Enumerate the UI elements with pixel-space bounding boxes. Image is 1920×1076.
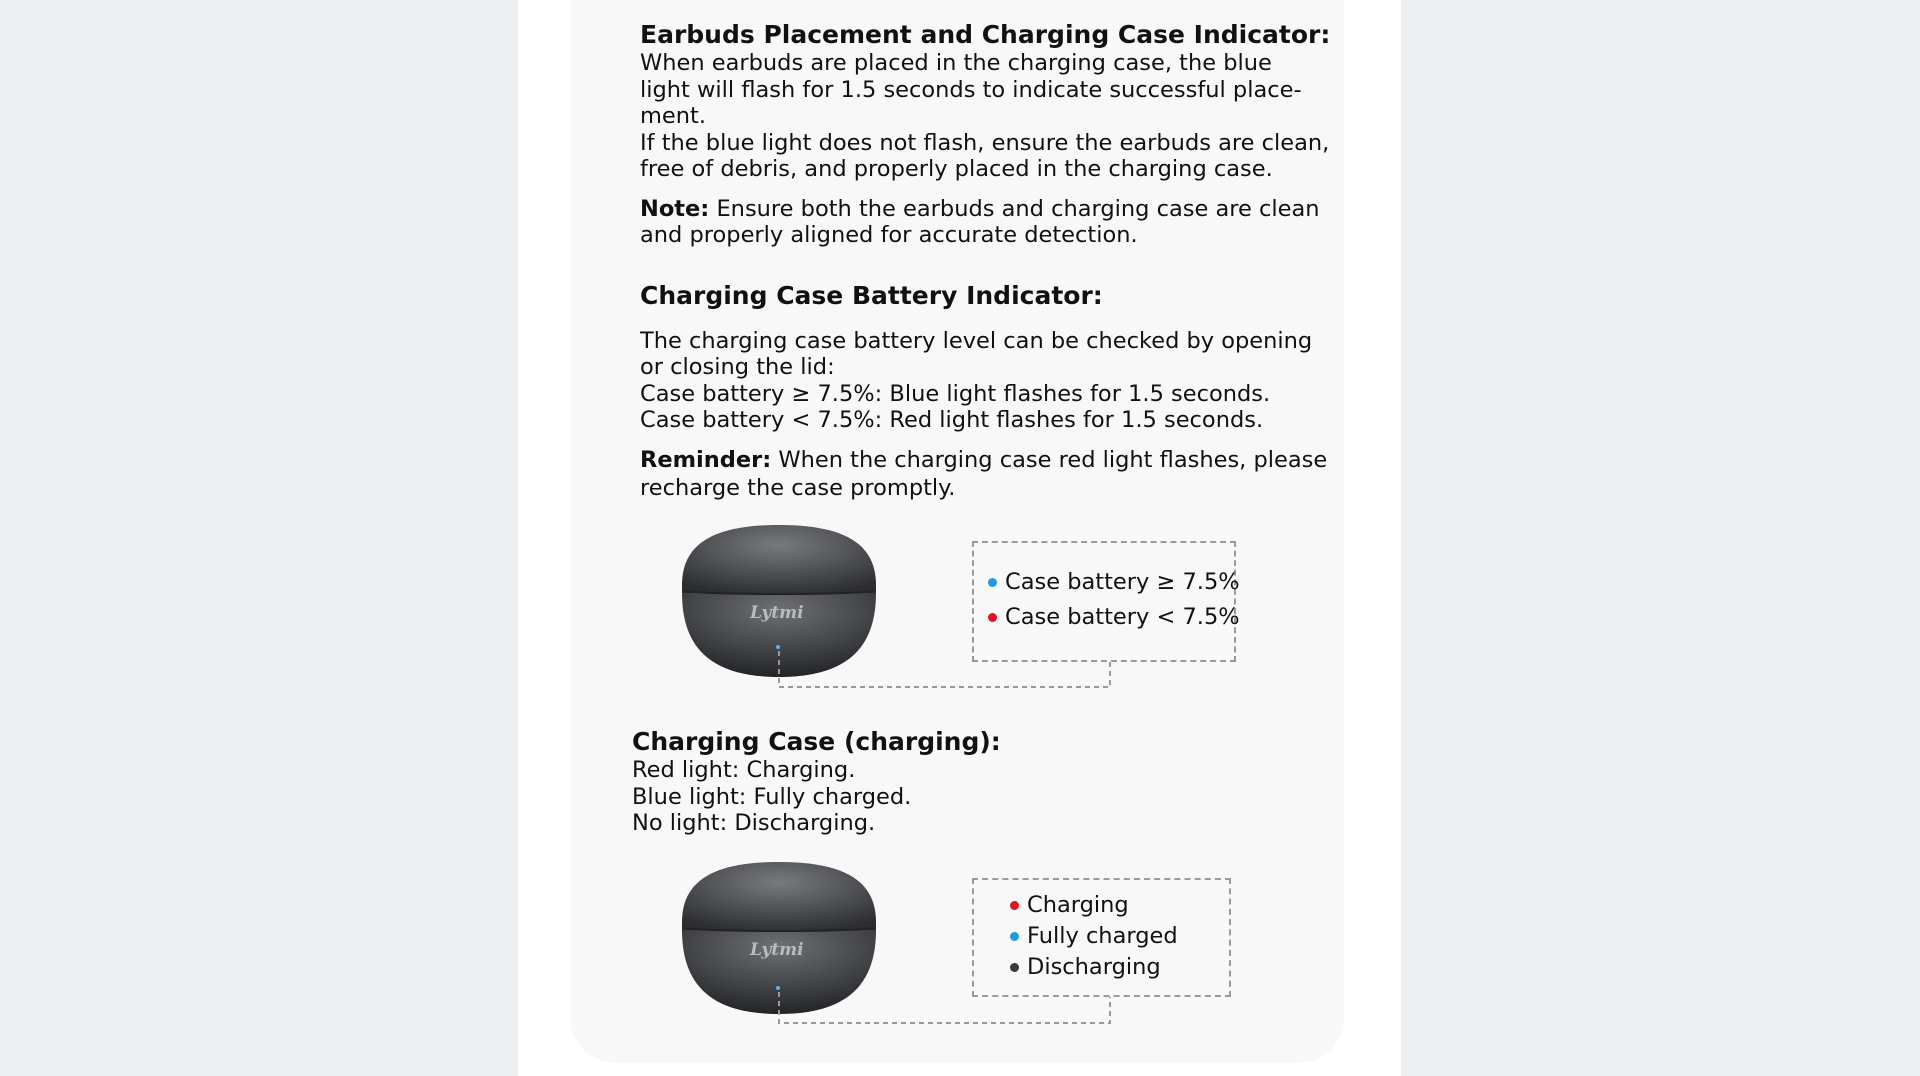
legend-dot: [1010, 932, 1019, 941]
case-logo: Lytmi: [750, 940, 804, 960]
legend-dot: [1010, 901, 1019, 910]
paragraph-line: Red light: Charging.: [632, 757, 856, 783]
note-line: and properly aligned for accurate detection.: [640, 222, 1138, 248]
paragraph-line: The charging case battery level can be checked by opening: [640, 328, 1313, 354]
section-battery-title: Charging Case Battery Indicator:: [640, 281, 1103, 310]
paragraph-line: Case battery < 7.5%: Red light flashes for 1.5 seconds.: [640, 407, 1264, 433]
legend-item: [1010, 923, 1178, 950]
paragraph-line: light will flash for 1.5 seconds to indicate successful place-: [640, 77, 1302, 103]
paragraph-line: No light: Discharging.: [632, 810, 876, 836]
legend-dot: [1010, 963, 1019, 972]
reminder-label: Reminder:: [640, 447, 772, 473]
reminder-text: When the charging case red light flashes, please: [771, 447, 1328, 473]
paragraph-line: free of debris, and properly placed in the charging case.: [640, 156, 1273, 182]
case-logo: Lytmi: [750, 603, 804, 623]
legend-item: [1010, 954, 1161, 981]
note-text: Ensure both the earbuds and charging case are clean: [709, 196, 1320, 222]
legend-label: Charging: [1027, 892, 1129, 918]
reminder-line: recharge the case promptly.: [640, 475, 956, 501]
legend-label: Case battery < 7.5%: [1005, 604, 1240, 630]
paragraph-line: Blue light: Fully charged.: [632, 784, 912, 810]
legend-label: Discharging: [1027, 954, 1161, 980]
paragraph-line: or closing the lid:: [640, 354, 835, 380]
paragraph-line: If the blue light does not flash, ensure the earbuds are clean,: [640, 130, 1330, 156]
legend-label: Case battery ≥ 7.5%: [1005, 569, 1240, 595]
note-label: Note:: [640, 196, 710, 222]
paragraph-line: When earbuds are placed in the charging case, the blue: [640, 50, 1272, 76]
legend-item: [1010, 892, 1129, 919]
paragraph-line: ment.: [640, 103, 706, 129]
section-placement-title: Earbuds Placement and Charging Case Indicator:: [640, 20, 1331, 49]
section-charging-title: Charging Case (charging):: [632, 727, 1001, 756]
paragraph-line: Case battery ≥ 7.5%: Blue light flashes for 1.5 seconds.: [640, 381, 1271, 407]
legend-label: Fully charged: [1027, 923, 1178, 949]
